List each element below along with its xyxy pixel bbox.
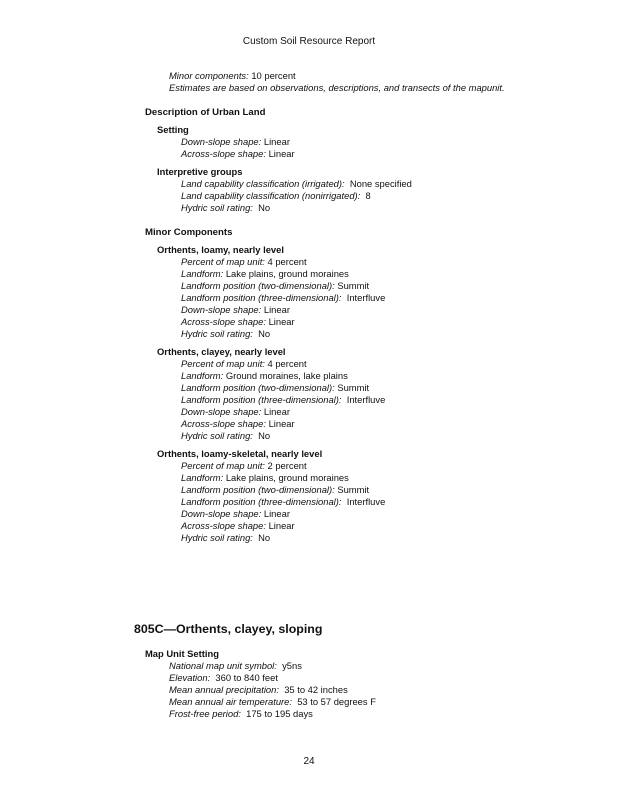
field-value: Summit bbox=[337, 382, 370, 393]
field-value: Interfluve bbox=[346, 496, 386, 507]
field-value: Linear bbox=[268, 148, 295, 159]
estimates-note: Estimates are based on observations, descriptions, and transects of the mapunit. bbox=[169, 82, 505, 93]
field-label: Hydric soil rating: bbox=[181, 202, 253, 213]
field-value: Linear bbox=[263, 406, 290, 417]
field-label: Across-slope shape: bbox=[181, 316, 266, 327]
field-label: Percent of map unit: bbox=[181, 460, 265, 471]
field-value: No bbox=[258, 328, 271, 339]
setting-heading: Setting bbox=[157, 124, 189, 135]
component-title: Orthents, loamy-skeletal, nearly level bbox=[157, 448, 323, 459]
field-value: 2 percent bbox=[267, 460, 307, 471]
component-item bbox=[0, 520, 618, 532]
component-item bbox=[0, 280, 618, 292]
component-item bbox=[0, 328, 618, 340]
component-item bbox=[0, 304, 618, 316]
component-item bbox=[0, 532, 618, 544]
field-value: 175 to 195 days bbox=[246, 708, 313, 719]
field-value: Interfluve bbox=[346, 394, 386, 405]
field-label: Across-slope shape: bbox=[181, 148, 266, 159]
field-label: Landform: bbox=[181, 370, 224, 381]
component-title: Orthents, loamy, nearly level bbox=[157, 244, 284, 255]
component-item bbox=[0, 292, 618, 304]
field-label: Hydric soil rating: bbox=[181, 328, 253, 339]
component-item bbox=[0, 484, 618, 496]
field-value: Lake plains, ground moraines bbox=[225, 268, 349, 279]
map-unit-item bbox=[0, 696, 618, 708]
field-label: Hydric soil rating: bbox=[181, 430, 253, 441]
field-label: Mean annual air temperature: bbox=[169, 696, 292, 707]
field-value: Linear bbox=[268, 316, 295, 327]
component-item bbox=[0, 268, 618, 280]
component-item bbox=[0, 496, 618, 508]
field-value: Interfluve bbox=[346, 292, 386, 303]
field-label: Percent of map unit: bbox=[181, 256, 265, 267]
field-value: Lake plains, ground moraines bbox=[225, 472, 349, 483]
field-value: Linear bbox=[263, 508, 290, 519]
map-unit-setting-heading: Map Unit Setting bbox=[145, 648, 219, 659]
urban-land-heading: Description of Urban Land bbox=[145, 107, 266, 118]
setting-item bbox=[0, 148, 618, 160]
field-value: None specified bbox=[349, 178, 412, 189]
field-value: 4 percent bbox=[267, 358, 307, 369]
report-header-title: Custom Soil Resource Report bbox=[242, 36, 376, 47]
minor-components-line bbox=[0, 70, 618, 82]
field-label: Across-slope shape: bbox=[181, 418, 266, 429]
interpretive-item bbox=[0, 178, 618, 190]
field-value: 4 percent bbox=[267, 256, 307, 267]
page-number: 24 bbox=[303, 756, 315, 767]
field-label: Landform position (three-dimensional): bbox=[181, 394, 342, 405]
map-unit-item bbox=[0, 672, 618, 684]
field-value: 360 to 840 feet bbox=[215, 672, 278, 683]
field-label: Elevation: bbox=[169, 672, 211, 683]
field-label: Landform: bbox=[181, 268, 224, 279]
field-label: Hydric soil rating: bbox=[181, 532, 253, 543]
field-value: Ground moraines, lake plains bbox=[225, 370, 348, 381]
interpretive-groups-heading: Interpretive groups bbox=[157, 166, 243, 177]
field-value: Linear bbox=[263, 136, 290, 147]
field-label: Land capability classification (nonirrigated): bbox=[181, 190, 361, 201]
component-item bbox=[0, 472, 618, 484]
field-value: Linear bbox=[268, 520, 295, 531]
interpretive-item bbox=[0, 202, 618, 214]
minor-components-label: Minor components: bbox=[169, 70, 249, 81]
map-unit-item bbox=[0, 660, 618, 672]
field-label: National map unit symbol: bbox=[169, 660, 277, 671]
component-item bbox=[0, 316, 618, 328]
field-value: Summit bbox=[337, 484, 370, 495]
field-value: 8 bbox=[365, 190, 371, 201]
field-value: 53 to 57 degrees F bbox=[297, 696, 376, 707]
field-value: No bbox=[258, 202, 271, 213]
component-item bbox=[0, 430, 618, 442]
interpretive-item bbox=[0, 190, 618, 202]
field-value: Linear bbox=[268, 418, 295, 429]
report-body bbox=[0, 70, 618, 544]
component-item bbox=[0, 256, 618, 268]
field-label: Landform: bbox=[181, 472, 224, 483]
field-value: 35 to 42 inches bbox=[284, 684, 348, 695]
field-label: Mean annual precipitation: bbox=[169, 684, 279, 695]
field-label: Landform position (two-dimensional): bbox=[181, 484, 335, 495]
field-label: Frost-free period: bbox=[169, 708, 241, 719]
map-unit-setting-section bbox=[0, 648, 618, 720]
field-value: Linear bbox=[263, 304, 290, 315]
field-label: Down-slope shape: bbox=[181, 406, 262, 417]
component-item bbox=[0, 394, 618, 406]
component-item bbox=[0, 370, 618, 382]
field-label: Down-slope shape: bbox=[181, 136, 262, 147]
component-item bbox=[0, 358, 618, 370]
field-label: Down-slope shape: bbox=[181, 508, 262, 519]
map-unit-title: 805C—Orthents, clayey, sloping bbox=[134, 622, 323, 636]
component-item bbox=[0, 508, 618, 520]
minor-components-value: 10 percent bbox=[251, 70, 296, 81]
field-value: Summit bbox=[337, 280, 370, 291]
map-unit-item bbox=[0, 708, 618, 720]
component-item bbox=[0, 418, 618, 430]
field-value: y5ns bbox=[282, 660, 302, 671]
field-value: No bbox=[258, 430, 271, 441]
field-label: Across-slope shape: bbox=[181, 520, 266, 531]
minor-components-heading: Minor Components bbox=[145, 227, 233, 238]
component-item bbox=[0, 460, 618, 472]
field-label: Landform position (two-dimensional): bbox=[181, 382, 335, 393]
component-title: Orthents, clayey, nearly level bbox=[157, 346, 286, 357]
component-item bbox=[0, 382, 618, 394]
field-label: Landform position (three-dimensional): bbox=[181, 496, 342, 507]
field-label: Landform position (two-dimensional): bbox=[181, 280, 335, 291]
component-item bbox=[0, 406, 618, 418]
setting-item bbox=[0, 136, 618, 148]
map-unit-item bbox=[0, 684, 618, 696]
field-label: Down-slope shape: bbox=[181, 304, 262, 315]
field-label: Land capability classification (irrigated): bbox=[181, 178, 345, 189]
field-label: Landform position (three-dimensional): bbox=[181, 292, 342, 303]
field-value: No bbox=[258, 532, 271, 543]
field-label: Percent of map unit: bbox=[181, 358, 265, 369]
